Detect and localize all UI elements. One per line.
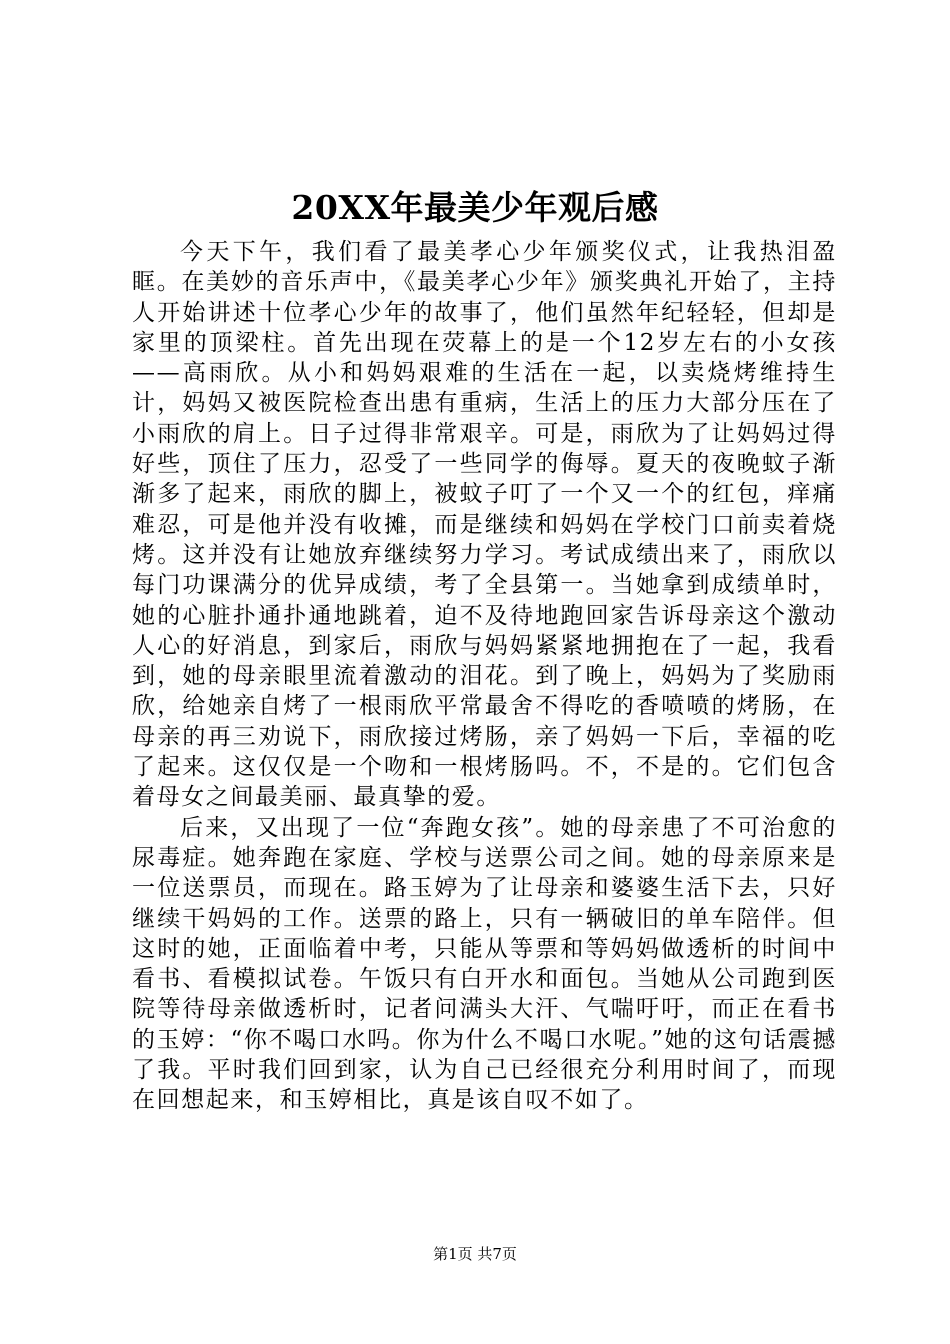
document-body xyxy=(132,237,837,1116)
paragraph-2: 后来，又出现了一位“奔跑女孩”。她的母亲患了不可治愈的尿毒症。她奔跑在家庭、学校与送票公司之间。她的母亲原来是一位送票员，而现在。路玉婷为了让母亲和婆婆生活下去，只好继续干妈妈的工作。送票的路上，只有一辆破旧的单车陪伴。但这时的她，正面临着中考，只能从等票和等妈妈做透析的时间中看书、看模拟试卷。午饭只有白开水和面包。当她从公司跑到医院等待母亲做透析时，记者问满头大汗、气喘吁吁，而正在看书的玉婷：“你不喝口水吗。你为什么不喝口水呢。”她的这句话震撼了我。平时我们回到家，认为自己已经很充分利用时间了，而现在回想起来，和玉婷相比，真是该自叹不如了。 xyxy=(132,814,837,1114)
document-title: 20XX年最美少年观后感 xyxy=(291,188,659,227)
page-footer: 第1页 共7页 xyxy=(433,1245,517,1263)
paragraph-1: 今天下午，我们看了最美孝心少年颁奖仪式，让我热泪盈眶。在美妙的音乐声中，《最美孝心少年》颁奖典礼开始了，主持人开始讲述十位孝心少年的故事了，他们虽然年纪轻轻，但却是家里的顶梁柱。首先出现在荧幕上的是一个12岁左右的小女孩——高雨欣。从小和妈妈艰难的生活在一起，以卖烧烤维持生计，妈妈又被医院检查出患有重病，生活上的压力大部分压在了小雨欣的肩上。日子过得非常艰辛。可是，雨欣为了让妈妈过得好些，顶住了压力，忍受了一些同学的侮辱。夏天的夜晚蚊子渐渐多了起来，雨欣的脚上，被蚊子叮了一个又一个的红包，痒痛难忍，可是他并没有收摊，而是继续和妈妈在学校门口前卖着烧烤。这并没有让她放弃继续努力学习。考试成绩出来了，雨欣以每门功课满分的优异成绩，考了全县第一。当她拿到成绩单时，她的心脏扑通扑通地跳着，迫不及待地跑回家告诉母亲这个激动人心的好消息，到家后，雨欣与妈妈紧紧地拥抱在了一起，我看到，她的母亲眼里流着激动的泪花。到了晚上，妈妈为了奖励雨欣，给她亲自烤了一根雨欣平常最舍不得吃的香喷喷的烤肠，在母亲的再三劝说下，雨欣接过烤肠，亲了妈妈一下后，幸福的吃了起来。这仅仅是一个吻和一根烤肠吗。不，不是的。它们包含着母女之间最美丽、最真挚的爱。 xyxy=(132,239,837,811)
